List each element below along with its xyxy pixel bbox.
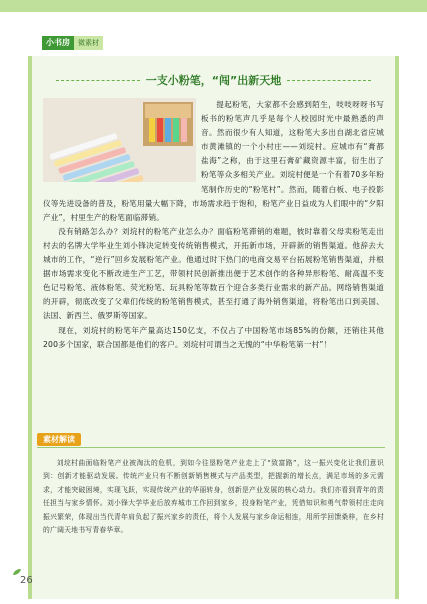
reading-commentary xyxy=(43,457,384,537)
badge-sub-label: 微素材 xyxy=(74,36,103,50)
top-color-band xyxy=(0,0,427,12)
reading-header xyxy=(37,433,81,446)
article-body xyxy=(43,98,384,352)
page-number: 26 xyxy=(20,575,33,586)
reading-divider xyxy=(37,447,385,448)
article-paragraph: 现在，刘垸村的粉笔年产量高达150亿支，不仅占了中国粉笔市场85%的份额，还销往其他200多个国家，联合国都是他们的客户。刘垸村可谓当之无愧的“中华粉笔第一村”！ xyxy=(43,325,384,349)
article-title-row xyxy=(56,72,371,88)
title-rule-left xyxy=(56,80,140,81)
badge-main-label: 小书房 xyxy=(42,36,74,50)
article-title: 一支小粉笔，“闯”出新天地 xyxy=(145,74,282,87)
article-paragraph: 提起粉笔，大家都不会感到陌生，吱吱呀呀书写板书的粉笔声几乎是每个人校园时光中最熟悉的声音。然而很少有人知道，这粉笔大多出自湖北省应城市黄滩镇的一个小村庄——刘垸村。应城市有“膏都盐海”之称，由于这里石膏矿藏资源丰富，衍生出了粉笔等众多相关产业。刘垸村便是一个有着70多年粉笔制作历史的“粉笔村”。然而，随着白板、电子投影仪等先进设备的普及，粉笔用量大幅下降，市场需求趋于饱和，粉笔产业日益成为人们眼中的“夕阳产业”，村里生产的粉笔面临滞销。 xyxy=(43,100,384,222)
title-rule-right xyxy=(287,80,371,81)
article-paragraph: 没有销路怎么办？刘垸村的粉笔产业怎么办？面临粉笔滞销的难题，彼时靠着父母卖粉笔走出村去的名牌大学毕业生刘小锋决定转变传统销售模式，开拓新市场，开辟新的销售渠道。他辞去大城市的工作，“逆行”回乡发展粉笔产业。他通过时下热门的电商交易平台拓展粉笔销售渠道，并根据市场需求变化不断改进生产工艺，带领村民创新推出便于艺术创作的各种异形粉笔、耐高温不变色记号粉笔、液体粉笔、荧光粉笔、玩具粉笔等数百个迎合多类行业需求的新产品。网络销售渠道的开辟，彻底改变了父辈们传统的粉笔销售模式，甚至打通了海外销售渠道，将粉笔出口到美国、法国、新西兰、俄罗斯等国家。 xyxy=(43,226,384,321)
reading-label: 素材解读 xyxy=(37,433,81,446)
section-badge xyxy=(42,36,103,50)
reading-text: 刘垸村曲面临粉笔产业被淘汰的危机，到如今往垦粉笔产业走上了“致富路”，这一振兴变化让我们意识到：创新才能驱动发展。传统产业只有不断创新销售模式与产品类型，把握新的增长点，满足市场的多元需求，才能突破困境，实现飞跃，实现传统产业的华丽转身，创新是产业发展的核心动力。我们亦看到青年的责任担当与家乡情怀。刘小锋大学毕业后放弃城市工作回到家乡，投身粉笔产业，凭借知识和勇气带领村庄走向振兴繁荣，体现出当代青年肩负起了振兴家乡的责任，将个人发展与家乡命运相连，用所学回馈桑梓，在乡村的广阔天地书写青春华章。 xyxy=(43,459,384,535)
